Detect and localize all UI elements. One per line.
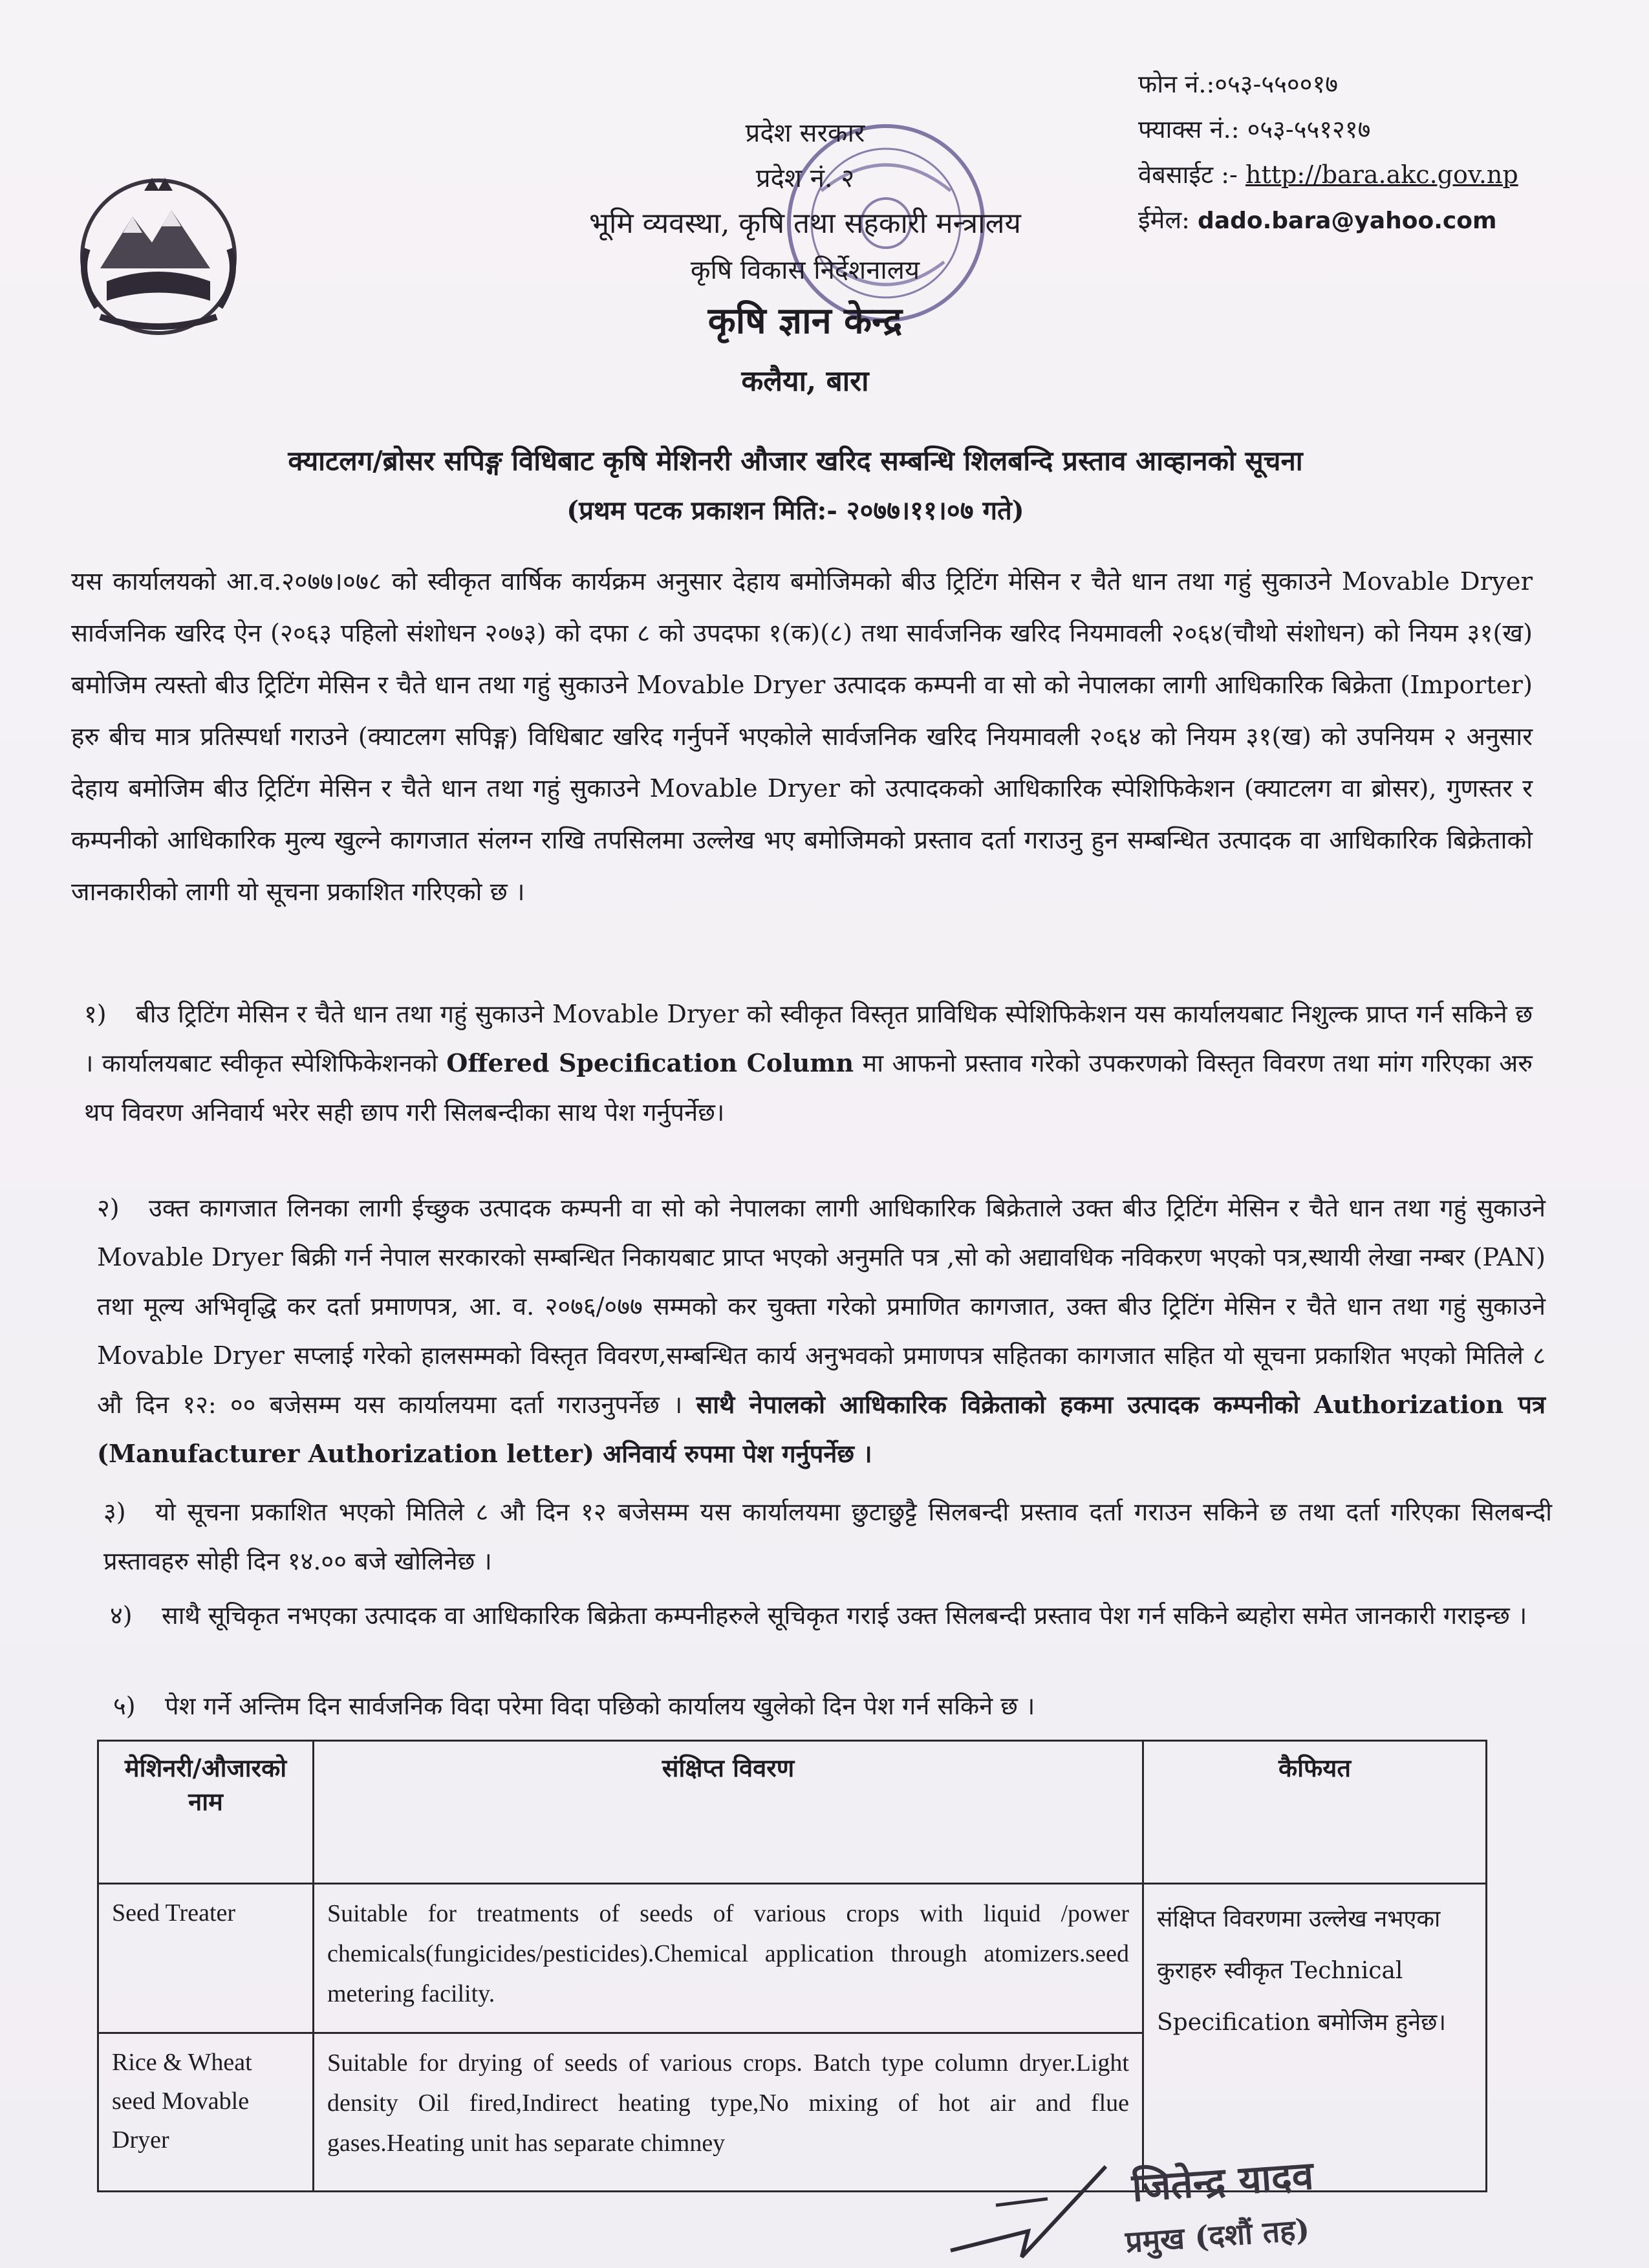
point-5-text: पेश गर्ने अन्तिम दिन सार्वजनिक विदा परेमा विदा पछिको कार्यालय खुलेको दिन पेश गर्न सकिने छ । (165, 1692, 1035, 1720)
point-number: १) (84, 1000, 107, 1028)
header-office-name: कृषि ज्ञान केन्द्र (707, 299, 903, 342)
column-header-description: संक्षिप्त विवरण (314, 1741, 1143, 1884)
header-province-number: प्रदेश नं. २ (755, 164, 855, 193)
machine-name-cell: Rice & Wheat seed Movable Dryer (98, 2033, 314, 2192)
notice-publication-date: (प्रथम पटक प्रकाशन मिति:- २०७७।११।०७ गते) (566, 495, 1024, 526)
point-4-text: साथै सूचिकृत नभएका उत्पादक वा आधिकारिक बिक्रेता कम्पनीहरुले सूचिकृत गराई उक्त सिलबन्दी प्रस्ताव पेश गर्न सकिने ब्यहोरा समेत जानकारी गराइन्छ । (162, 1601, 1527, 1630)
column-header-remarks: कैफियत (1143, 1741, 1487, 1884)
machine-description-cell: Suitable for treatments of seeds of various crops with liquid /power chemicals(fungicides/pesticides).Chemical application through atomizers.seed metering facility. (314, 1884, 1143, 2033)
machine-name-cell: Seed Treater (98, 1884, 314, 2033)
website-link[interactable]: http://bara.akc.gov.np (1245, 160, 1518, 189)
email-label: ईमेल: (1138, 206, 1190, 234)
notice-point-3 (103, 1487, 1552, 1586)
signature-scribble-icon (938, 2154, 1119, 2263)
table-row (98, 1884, 1487, 2033)
email-address[interactable]: dado.bara@yahoo.com (1198, 208, 1497, 234)
notice-point-4 (110, 1591, 1558, 1640)
point-1-text-a: बीउ ट्रिटिंग मेसिन र चैते धान तथा गहुं सुकाउने Movable Dryer को स्वीकृत विस्तृत प्राविधिक स्पेशिफिकेशन यस कार्यालयबाट निशुल्क प्राप्त गर्न सकिने छ । कार्यालयबाट स्वीकृत स्पेशिफिकेशनको (84, 1000, 1533, 1077)
header-directorate: कृषि विकास निर्देशनालय (690, 255, 920, 285)
notice-point-5 (113, 1681, 1562, 1731)
notice-point-1 (84, 989, 1533, 1137)
website-label: वेबसाईट :- (1138, 160, 1238, 189)
header-province-government: प्रदेश सरकार (745, 118, 865, 148)
point-2-text: उक्त कागजात लिनका लागी ईच्छुक उत्पादक कम्पनी वा सो को नेपालका लागी आधिकारिक बिक्रेताले उक्त बीउ ट्रिटिंग मेसिन र चैते धान तथा गहुं सुकाउने Movable Dryer बिक्री गर्न नेपाल सरकारको सम्बन्धित निकायबाट प्राप्त भएको अनुमति पत्र ,सो को अद्यावधिक नविकरण भएको पत्र,स्थायी लेखा नम्बर (PAN) तथा मूल्य अभिवृद्धि कर दर्ता प्रमाणपत्र, आ. व. २०७६/०७७ सम्मको कर चुक्ता गरेको प्रमाणित कागजात, उक्त बीउ ट्रिटिंग मेसिन र चैते धान तथा गहुं सुकाउने Movable Dryer सप्लाई गरेको हालसम्मको विस्तृत विवरण,सम्बन्धित कार्य अनुभवको प्रमाणपत्र सहितका कागजात सहित यो सूचना प्रकाशित भएको मितिले ८ औ दिन १२: ०० बजेसम्म यस कार्यालयमा दर्ता गराउनुपर्नेछ । (97, 1194, 1546, 1419)
machinery-table (97, 1740, 1487, 2192)
table-header-row (98, 1741, 1487, 1884)
notice-point-2 (97, 1183, 1546, 1478)
header-ministry: भूमि व्यवस्था, कृषि तथा सहकारी मन्त्रालय (589, 207, 1021, 240)
point-number: ५) (113, 1692, 136, 1720)
point-number: ३) (103, 1498, 126, 1526)
fax-row (1138, 107, 1604, 152)
phone-number: ०५३-५५००१७ (1214, 70, 1338, 98)
fax-label: फ्याक्स नं.: (1138, 115, 1240, 144)
website-row (1138, 152, 1604, 197)
notice-title: क्याटलग/ब्रोसर सपिङ्ग विधिबाट कृषि मेशिनरी औजार खरिद सम्बन्धि शिलबन्दि प्रस्ताव आव्हानको सूचना (288, 445, 1303, 477)
phone-row (1138, 61, 1604, 107)
signatory-title: प्रमुख (दशौं तह) (1124, 2212, 1311, 2260)
machine-description-cell: Suitable for drying of seeds of various crops. Batch type column dryer.Light density Oil fired,Indirect heating type,No mixing of hot air and flue gases.Heating unit has separate chimney (314, 2033, 1143, 2192)
point-number: ४) (110, 1601, 133, 1630)
signature-block (938, 2154, 1584, 2268)
email-row (1138, 197, 1604, 244)
phone-label: फोन नं.: (1138, 70, 1215, 98)
contact-block (1138, 61, 1604, 244)
notice-body: यस कार्यालयको आ.व.२०७७।०७८ को स्वीकृत वार्षिक कार्यक्रम अनुसार देहाय बमोजिमको बीउ ट्रिटिंग मेसिन र चैते धान तथा गहुं सुकाउने Movable Dryer सार्वजनिक खरिद ऐन (२०६३ पहिलो संशोधन २०७३) को दफा ८ को उपदफा १(क)(८) तथा सार्वजनिक खरिद नियमावली २०६४(चौथो संशोधन) को नियम ३१(ख) बमोजिम त्यस्तो बीउ ट्रिटिंग मेसिन र चैते धान तथा गहुं सुकाउने Movable Dryer उत्पादक कम्पनी वा सो को नेपालका लागी आधिकारिक बिक्रेता (Importer) हरु बीच मात्र प्रतिस्पर्धा गराउने (क्याटलग सपिङ्ग) विधिबाट खरिद गर्नुपर्ने भएकोले सार्वजनिक खरिद नियमावली २०६४ को नियम ३१(ख) को उपनियम २ अनुसार देहाय बमोजिम बीउ ट्रिटिंग मेसिन र चैते धान तथा गहुं सुकाउने Movable Dryer को उत्पादकको आधिकारिक स्पेशिफिकेशन (क्याटलग वा ब्रोसर), गुणस्तर र कम्पनीको आधिकारिक मुल्य खुल्ने कागजात संलग्न राखि तपसिलमा उल्लेख भए बमोजिमको प्रस्ताव दर्ता गराउनु हुन सम्बन्धित उत्पादक वा आधिकारिक बिक्रेताको जानकारीको लागी यो सूचना प्रकाशित गरिएको छ । (71, 567, 1533, 907)
nepal-emblem-icon (61, 171, 255, 343)
point-number: २) (97, 1194, 120, 1222)
point-1-text-b: मा आफनो प्रस्ताव गरेको उपकरणको विस्तृत विवरण तथा मांग गरिएका अरु थप विवरण अनिवार्य भरेर सही छाप गरी सिलबन्दीका साथ पेश गर्नुपर्नेछ। (84, 1049, 1533, 1127)
header-office-location: कलैया, बारा (741, 365, 869, 398)
point-1-bold: Offered Specification Column (446, 1048, 854, 1077)
remarks-cell: संक्षिप्त विवरणमा उल्लेख नभएका कुराहरु स्वीकृत Technical Specification बमोजिम हुनेछ। (1143, 1884, 1487, 2192)
fax-number: ०५३-५५१२१७ (1247, 115, 1371, 144)
point-2-bold: साथै नेपालको आधिकारिक विक्रेताको हकमा उत्पादक कम्पनीको Authorization पत्र (Manufacturer Authorization letter) अनिवार्य रुपमा पेश गर्नुपर्नेछ । (97, 1390, 1546, 1468)
column-header-name: मेशिनरी/औजारको नाम (98, 1741, 314, 1884)
signatory-name: जितेन्द्र यादव (1130, 2153, 1315, 2211)
point-3-text: यो सूचना प्रकाशित भएको मितिले ८ औ दिन १२ बजेसम्म यस कार्यालयमा छुटाछुट्टै सिलबन्दी प्रस्ताव दर्ता गराउन सकिने छ तथा दर्ता गरिएका सिलबन्दी प्रस्तावहरु सोही दिन १४.०० बजे खोलिनेछ । (103, 1498, 1552, 1575)
